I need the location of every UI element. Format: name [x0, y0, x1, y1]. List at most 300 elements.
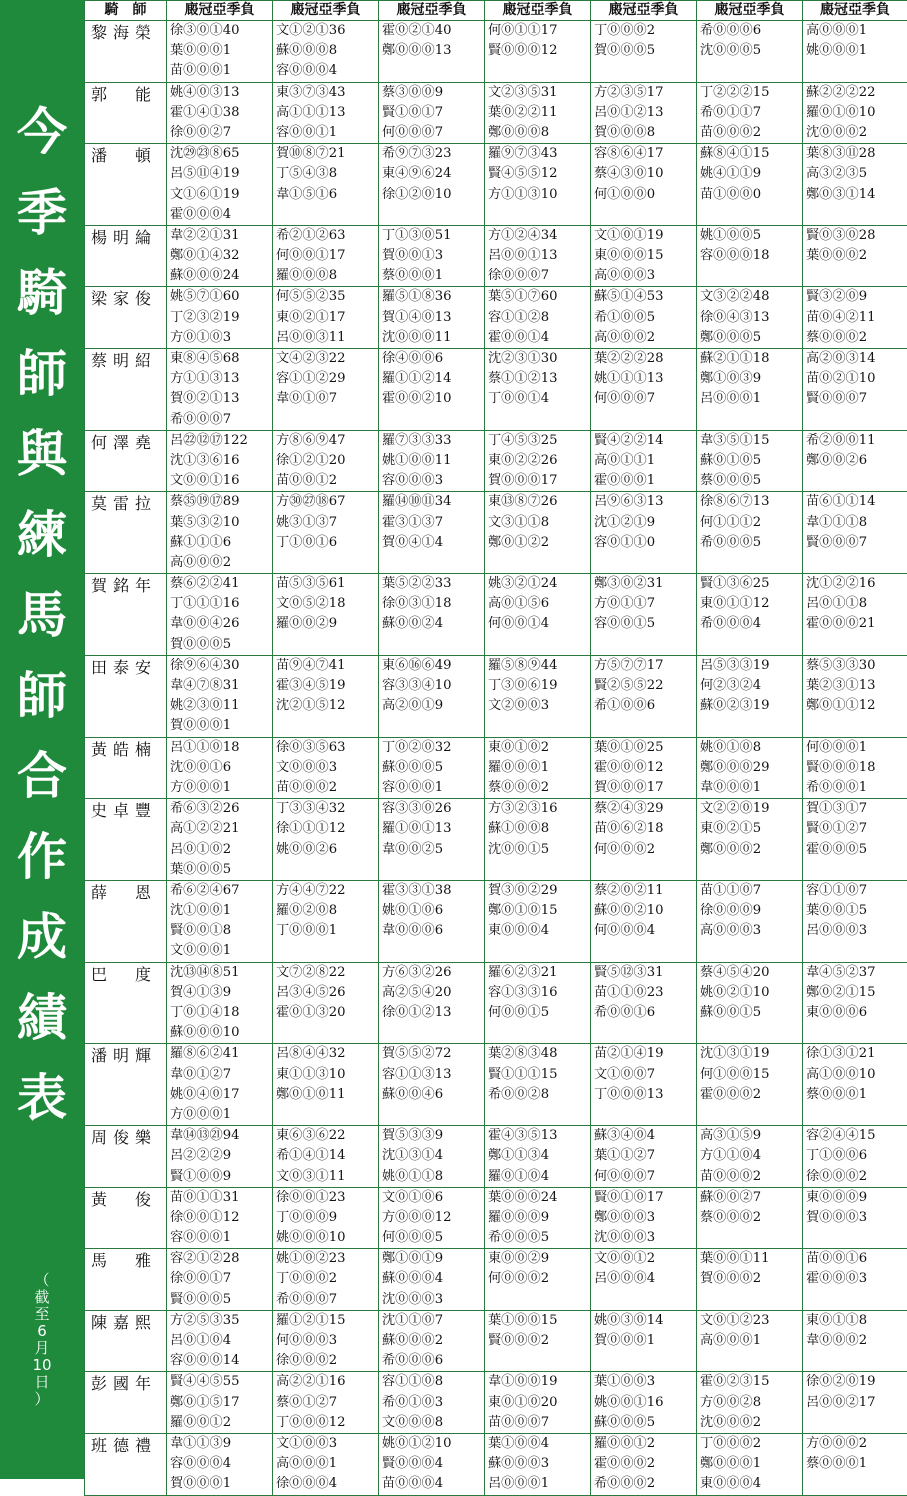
trainer-record: 徐⓪⓪⓪4: [276, 1474, 378, 1494]
trainer-record: 丁⓪⓪①4: [488, 389, 590, 409]
title-char: 表: [17, 1058, 67, 1139]
trainer-record: 沈②③①30: [488, 349, 590, 369]
trainer-record: 東⓪①⓪20: [488, 1393, 590, 1413]
trainer-record: 丁①③⓪51: [382, 226, 484, 246]
trainer-record: 蘇⓪①⓪5: [700, 451, 802, 471]
stats-cell: [803, 880, 907, 962]
jockey-name: 黃皓楠: [85, 737, 167, 799]
trainer-record: 姚⓪③⓪14: [594, 1311, 696, 1331]
trainer-record: 丁⓪⓪⓪13: [594, 1085, 696, 1105]
trainer-record: 苗⓪②①10: [806, 369, 907, 389]
stats-cell: [485, 287, 591, 349]
stats-cell: [591, 1126, 697, 1188]
trainer-record: 賢⓪①②7: [806, 819, 907, 839]
trainer-record: 高③②③5: [806, 164, 907, 184]
stats-cell: [167, 1126, 273, 1188]
trainer-record: 徐⓪③①18: [382, 594, 484, 614]
trainer-record: 何⑤⑤②35: [276, 287, 378, 307]
trainer-record: 賢③②⓪9: [806, 287, 907, 307]
trainer-record: 呂⑤③③19: [700, 656, 802, 676]
trainer-record: 羅⓪⓪⓪1: [488, 758, 590, 778]
trainer-record: 沈①③⑥16: [170, 451, 272, 471]
trainer-record: 呂⓪①⓪2: [170, 840, 272, 860]
trainer-record: 鄭⓪⓪⓪1: [700, 1454, 802, 1474]
trainer-record: 賢①⓪①7: [382, 103, 484, 123]
stats-cell: [803, 1044, 907, 1126]
trainer-record: 蔡⓪①②7: [276, 1393, 378, 1413]
trainer-record: 賀⓪⓪①3: [382, 246, 484, 266]
trainer-record: 方⑧⑥⑨47: [276, 431, 378, 451]
trainer-record: 沈⓪⓪⓪3: [594, 1228, 696, 1248]
trainer-record: 沈⓪⓪⓪3: [382, 1290, 484, 1310]
stats-cell: [485, 1249, 591, 1311]
trainer-record: 賀⓪⓪⓪8: [594, 123, 696, 143]
header-stats: 廄冠亞季負: [273, 1, 379, 21]
trainer-record: 羅⑤①⑧36: [382, 287, 484, 307]
trainer-record: 文②③⑤31: [488, 83, 590, 103]
stats-cell: [273, 655, 379, 737]
trainer-record: 東⓪⓪⓪4: [700, 1474, 802, 1494]
stats-cell: [591, 1433, 697, 1495]
trainer-record: 葉⓪⓪⓪5: [170, 860, 272, 880]
trainer-record: 韋⓪⓪⓪2: [806, 1331, 907, 1351]
trainer-record: 苗⑨④⑦41: [276, 656, 378, 676]
jockey-name: 楊明綸: [85, 225, 167, 287]
stats-cell: [697, 1187, 803, 1249]
trainer-record: 賀⓪⓪⓪5: [170, 635, 272, 655]
trainer-record: 葉⓪⓪⓪24: [488, 1188, 590, 1208]
header-stats: 廄冠亞季負: [697, 1, 803, 21]
trainer-record: 何⓪⓪①4: [488, 614, 590, 634]
trainer-record: 希⓪①①7: [700, 103, 802, 123]
trainer-record: 希⓪⓪⓪6: [700, 21, 802, 41]
trainer-record: 霍⓪⓪⓪12: [594, 758, 696, 778]
trainer-record: 賢④②②14: [594, 431, 696, 451]
trainer-record: 蘇③④⓪4: [594, 1126, 696, 1146]
note-char: 至: [34, 1306, 49, 1323]
trainer-record: 呂①①⓪18: [170, 738, 272, 758]
jockey-name: 黎海榮: [85, 21, 167, 83]
trainer-record: 鄭⓪①①12: [806, 696, 907, 716]
trainer-record: 容⓪⓪⓪14: [170, 1351, 272, 1371]
stats-cell: [803, 287, 907, 349]
trainer-record: 容①①⓪7: [806, 881, 907, 901]
trainer-record: 丁②②②15: [700, 83, 802, 103]
stats-cell: [273, 1187, 379, 1249]
trainer-record: 姚⓪⓪①16: [594, 1393, 696, 1413]
trainer-record: 徐⓪⓪⓪2: [276, 1351, 378, 1371]
header-stats: 廄冠亞季負: [485, 1, 591, 21]
trainer-record: 蘇⓪⓪①5: [700, 1003, 802, 1023]
stats-cell: [591, 737, 697, 799]
trainer-record: 呂⑤⑪④19: [170, 164, 272, 184]
stats-cell: [591, 349, 697, 431]
trainer-record: 高⓪⓪⓪3: [700, 921, 802, 941]
trainer-record: 苗②①④19: [594, 1044, 696, 1064]
table-row: [85, 430, 907, 492]
title-char: 季: [17, 173, 67, 254]
stats-cell: [273, 349, 379, 431]
trainer-record: 呂⓪⓪⓪4: [594, 1269, 696, 1289]
trainer-record: 方②③⑤17: [594, 83, 696, 103]
stats-cell: [803, 1249, 907, 1311]
title-char: 騎: [17, 253, 67, 334]
trainer-record: 容②①②28: [170, 1249, 272, 1269]
stats-cell: [591, 82, 697, 144]
trainer-record: 蘇⑤①④53: [594, 287, 696, 307]
stats-cell: [273, 82, 379, 144]
stats-cell: [697, 1126, 803, 1188]
stats-cell: [697, 574, 803, 656]
jockey-name: 郭 能: [85, 82, 167, 144]
trainer-record: 東⓪②①17: [276, 308, 378, 328]
jockey-name: 賀銘年: [85, 574, 167, 656]
stats-cell: [485, 880, 591, 962]
trainer-record: 蔡②⓪②11: [594, 881, 696, 901]
trainer-record: 丁⓪⓪⓪2: [594, 21, 696, 41]
trainer-record: 沈⓪⓪①5: [488, 840, 590, 860]
trainer-record: 何⓪⓪⓪4: [594, 921, 696, 941]
stats-cell: [273, 287, 379, 349]
trainer-record: 羅⓪⓪②9: [276, 614, 378, 634]
stats-cell: [697, 349, 803, 431]
trainer-record: 徐④⓪⓪6: [382, 349, 484, 369]
stats-cell: [591, 799, 697, 881]
table-row: [85, 21, 907, 83]
trainer-record: 方⓪①⓪3: [170, 328, 272, 348]
stats-cell: [273, 799, 379, 881]
stats-cell: [591, 225, 697, 287]
stats-cell: [591, 492, 697, 574]
trainer-record: 高①⓪⓪10: [806, 1065, 907, 1085]
trainer-record: 文①⓪⓪7: [594, 1065, 696, 1085]
trainer-record: 霍⓪⓪①4: [488, 328, 590, 348]
trainer-record: 高①①①13: [276, 103, 378, 123]
trainer-record: 容⓪⓪①1: [276, 123, 378, 143]
trainer-record: 霍⓪⓪⓪5: [806, 840, 907, 860]
trainer-record: 方④④⑦22: [276, 881, 378, 901]
table-row: [85, 880, 907, 962]
stats-cell: [273, 1249, 379, 1311]
trainer-record: 羅⓪⓪①2: [170, 1413, 272, 1433]
stats-cell: [273, 737, 379, 799]
trainer-record: 賢⓪⓪⓪5: [170, 1290, 272, 1310]
trainer-record: 蘇①①①6: [170, 533, 272, 553]
trainer-record: 霍⓪①③20: [276, 1003, 378, 1023]
trainer-record: 葉⑤③②10: [170, 513, 272, 533]
stats-cell: [803, 21, 907, 83]
stats-cell: [485, 349, 591, 431]
trainer-record: 文①⓪⓪3: [276, 1434, 378, 1454]
trainer-record: 何⓪⓪⓪7: [594, 1167, 696, 1187]
stats-cell: [697, 21, 803, 83]
trainer-record: 沈①②①9: [594, 513, 696, 533]
trainer-record: 何①⓪⓪15: [700, 1065, 802, 1085]
trainer-record: 苗①①⓪7: [700, 881, 802, 901]
table-row: [85, 737, 907, 799]
stats-cell: [379, 492, 485, 574]
jockey-trainer-table: [84, 0, 907, 1496]
table-row: [85, 1433, 907, 1495]
trainer-record: 賢⓪⓪⓪2: [488, 1331, 590, 1351]
trainer-record: 徐⓪⓪②7: [170, 123, 272, 143]
trainer-record: 文⑦②⑧22: [276, 963, 378, 983]
stats-cell: [273, 1433, 379, 1495]
trainer-record: 葉⓪⓪⓪1: [170, 41, 272, 61]
stats-cell: [379, 1433, 485, 1495]
trainer-record: 文④②③22: [276, 349, 378, 369]
trainer-record: 葉①①②7: [594, 1146, 696, 1166]
trainer-record: 東⓪⓪⓪4: [488, 921, 590, 941]
trainer-record: 何⓪⓪⓪1: [806, 738, 907, 758]
stats-cell: [167, 1372, 273, 1434]
stats-cell: [697, 82, 803, 144]
trainer-record: 呂⑧④④32: [276, 1044, 378, 1064]
trainer-record: 韋④⑤②37: [806, 963, 907, 983]
stats-cell: [379, 1249, 485, 1311]
stats-cell: [379, 349, 485, 431]
header-stats: 廄冠亞季負: [379, 1, 485, 21]
stats-cell: [485, 21, 591, 83]
jockey-name: 莫雷拉: [85, 492, 167, 574]
trainer-record: 姚⓪①①8: [382, 1167, 484, 1187]
trainer-record: 希⓪⓪⓪5: [488, 1228, 590, 1248]
stats-cell: [591, 574, 697, 656]
trainer-record: 羅①⓪①13: [382, 819, 484, 839]
trainer-record: 蘇②②②22: [806, 83, 907, 103]
trainer-record: 徐①③①21: [806, 1044, 907, 1064]
trainer-record: 東③⑦③43: [276, 83, 378, 103]
stats-cell: [697, 287, 803, 349]
title-bar: [0, 0, 84, 1479]
trainer-record: 沈⓪⓪⓪5: [700, 41, 802, 61]
stats-cell: [697, 1310, 803, 1372]
trainer-record: 韋⑭⑬㉑94: [170, 1126, 272, 1146]
trainer-record: 容③③⓪26: [382, 799, 484, 819]
trainer-record: 韋⓪⓪⓪1: [700, 778, 802, 798]
stats-cell: [591, 880, 697, 962]
trainer-record: 賢⓪⓪⓪7: [806, 389, 907, 409]
trainer-record: 羅⓪①⓪4: [488, 1167, 590, 1187]
trainer-record: 徐⓪⓪⓪7: [488, 266, 590, 286]
trainer-record: 鄭⓪①⓪15: [488, 901, 590, 921]
trainer-record: 高⓪⓪⓪1: [276, 1454, 378, 1474]
trainer-record: 苗⓪⓪⓪2: [276, 778, 378, 798]
stats-cell: [167, 430, 273, 492]
trainer-record: 方⓪⓪②8: [700, 1393, 802, 1413]
stats-cell: [697, 799, 803, 881]
stats-cell: [485, 799, 591, 881]
trainer-record: 苗⓪⓪①2: [276, 471, 378, 491]
trainer-record: 文①⑥①19: [170, 185, 272, 205]
trainer-record: 蘇⓪⓪⓪4: [382, 1269, 484, 1289]
title-char: 與: [17, 414, 67, 495]
stats-cell: [697, 1249, 803, 1311]
trainer-record: 東⓪②①5: [700, 819, 802, 839]
header-stats: 廄冠亞季負: [803, 1, 907, 21]
stats-cell: [167, 574, 273, 656]
trainer-record: 希⓪⓪②8: [488, 1085, 590, 1105]
trainer-record: 高②⑤④20: [382, 983, 484, 1003]
trainer-record: 苗⑥①①14: [806, 492, 907, 512]
trainer-record: 徐①②⓪10: [382, 185, 484, 205]
trainer-record: 徐①①①12: [276, 819, 378, 839]
trainer-record: 韋①⑤①6: [276, 185, 378, 205]
trainer-record: 丁⓪①④18: [170, 1003, 272, 1023]
trainer-record: 希⓪⓪①6: [594, 1003, 696, 1023]
trainer-record: 高②⓪③14: [806, 349, 907, 369]
trainer-record: 鄭⓪⓪⓪2: [700, 840, 802, 860]
trainer-record: 賢②⑤⑤22: [594, 676, 696, 696]
stats-cell: [273, 225, 379, 287]
trainer-record: 高⓪⓪⓪1: [806, 21, 907, 41]
trainer-record: 方⓪⓪⓪2: [806, 1434, 907, 1454]
trainer-record: 高⓪⓪⓪1: [700, 1331, 802, 1351]
trainer-record: 呂⓪⓪⓪1: [700, 389, 802, 409]
trainer-record: 高⓪⓪⓪2: [594, 328, 696, 348]
stats-cell: [803, 655, 907, 737]
stats-cell: [485, 1433, 591, 1495]
title-char: 合: [17, 736, 67, 817]
trainer-record: 葉②②②28: [594, 349, 696, 369]
trainer-record: 葉⓪⓪⓪2: [806, 246, 907, 266]
trainer-record: 鄭①⓪③9: [700, 369, 802, 389]
trainer-record: 霍⓪⓪⓪2: [594, 1454, 696, 1474]
trainer-record: 沈⓪⓪⓪2: [700, 1413, 802, 1433]
stats-cell: [697, 225, 803, 287]
trainer-record: 方②⑤③35: [170, 1311, 272, 1331]
stats-cell: [167, 349, 273, 431]
stats-cell: [803, 962, 907, 1044]
trainer-record: 希①⓪⓪5: [594, 308, 696, 328]
table-row: [85, 655, 907, 737]
trainer-record: 賀⓪⓪⓪2: [700, 1269, 802, 1289]
table-row: [85, 1126, 907, 1188]
trainer-record: 希⓪⓪⓪5: [700, 533, 802, 553]
trainer-record: 希②①②63: [276, 226, 378, 246]
stats-cell: [167, 1433, 273, 1495]
trainer-record: 鄭⓪⓪②6: [806, 451, 907, 471]
stats-cell: [485, 962, 591, 1044]
stats-cell: [591, 1310, 697, 1372]
trainer-record: 苗①①⓪23: [594, 983, 696, 1003]
stats-cell: [167, 655, 273, 737]
stats-cell: [379, 799, 485, 881]
trainer-record: 何⓪⓪①17: [276, 246, 378, 266]
trainer-record: 葉①⓪⓪15: [488, 1311, 590, 1331]
trainer-record: 鄭①⓪①9: [382, 1249, 484, 1269]
stats-cell: [485, 1372, 591, 1434]
stats-cell: [273, 1310, 379, 1372]
stats-cell: [485, 144, 591, 226]
trainer-record: 希⑥②④67: [170, 881, 272, 901]
trainer-record: 東⓪⓪⓪15: [594, 246, 696, 266]
trainer-record: 徐⓪③⑤63: [276, 738, 378, 758]
trainer-record: 方①②④34: [488, 226, 590, 246]
stats-cell: [591, 1249, 697, 1311]
trainer-record: 韋⓪⓪⓪6: [382, 921, 484, 941]
trainer-record: 蔡⓪⓪⓪1: [806, 1085, 907, 1105]
jockey-name: 何澤堯: [85, 430, 167, 492]
trainer-record: 賢①⓪⓪9: [170, 1167, 272, 1187]
trainer-record: 何⓪⓪⓪5: [382, 1228, 484, 1248]
trainer-record: 賢⓪⓪⓪18: [806, 758, 907, 778]
trainer-record: 韋⓪①②7: [170, 1065, 272, 1085]
trainer-record: 文⓪①②23: [700, 1311, 802, 1331]
trainer-record: 容②④④15: [806, 1126, 907, 1146]
trainer-record: 徐⓪①②13: [382, 1003, 484, 1023]
trainer-record: 苗⓪④②11: [806, 308, 907, 328]
trainer-record: 呂⓪⓪⓪3: [806, 921, 907, 941]
trainer-record: 容⓪①①0: [594, 533, 696, 553]
trainer-record: 羅⑤⑧⑨44: [488, 656, 590, 676]
trainer-record: 何①①①2: [700, 513, 802, 533]
trainer-record: 丁⑤④③8: [276, 164, 378, 184]
trainer-record: 希⓪⓪⓪2: [594, 1474, 696, 1494]
trainer-record: 鄭⓪⓪⓪8: [488, 123, 590, 143]
trainer-record: 方⓪⓪⓪1: [170, 778, 272, 798]
trainer-record: 姚①①①13: [594, 369, 696, 389]
trainer-record: 東⓪①⓪2: [488, 738, 590, 758]
stats-cell: [379, 574, 485, 656]
trainer-record: 蔡⓪⓪⓪2: [488, 778, 590, 798]
trainer-record: 韋①①①8: [806, 513, 907, 533]
stats-cell: [167, 737, 273, 799]
trainer-record: 沈②①⑤12: [276, 696, 378, 716]
trainer-record: 呂③④⑤26: [276, 983, 378, 1003]
stats-cell: [167, 144, 273, 226]
jockey-name: 彭國年: [85, 1372, 167, 1434]
trainer-record: 高⓪⓪⓪2: [170, 553, 272, 573]
trainer-record: 高⓪⓪⓪3: [594, 266, 696, 286]
trainer-record: 容⓪⓪⓪4: [276, 61, 378, 81]
trainer-record: 韋①①③9: [170, 1434, 272, 1454]
stats-cell: [803, 492, 907, 574]
trainer-record: 賀⑤③③9: [382, 1126, 484, 1146]
trainer-record: 希⓪①⓪3: [382, 1393, 484, 1413]
trainer-record: 沈㉙㉓⑧65: [170, 144, 272, 164]
trainer-record: 姚②③⓪11: [170, 696, 272, 716]
trainer-record: 賢①③⑥25: [700, 574, 802, 594]
trainer-record: 高①②②21: [170, 819, 272, 839]
stats-cell: [167, 287, 273, 349]
trainer-record: 鄭①①③4: [488, 1146, 590, 1166]
trainer-record: 姚③②①24: [488, 574, 590, 594]
stats-cell: [803, 82, 907, 144]
trainer-record: 徐⓪⓪①7: [170, 1269, 272, 1289]
stats-cell: [803, 1187, 907, 1249]
stats-cell: [167, 492, 273, 574]
table-row: [85, 82, 907, 144]
table-row: [85, 492, 907, 574]
stats-cell: [591, 144, 697, 226]
trainer-record: 葉①⓪⓪3: [594, 1372, 696, 1392]
trainer-record: 賢⓪③⓪28: [806, 226, 907, 246]
page-title: [17, 92, 67, 1139]
trainer-record: 文⓪⓪①16: [170, 471, 272, 491]
stats-cell: [379, 21, 485, 83]
trainer-record: 羅⑥②③21: [488, 963, 590, 983]
trainer-record: 姚⓪⓪②6: [276, 840, 378, 860]
stats-cell: [697, 1044, 803, 1126]
trainer-record: 姚①⓪②23: [276, 1249, 378, 1269]
trainer-record: 姚③①③7: [276, 513, 378, 533]
trainer-record: 容⓪⓪⓪4: [170, 1454, 272, 1474]
trainer-record: 羅⑨⑦③43: [488, 144, 590, 164]
trainer-record: 霍③③①38: [382, 881, 484, 901]
stats-cell: [379, 737, 485, 799]
trainer-record: 方⑥③②26: [382, 963, 484, 983]
